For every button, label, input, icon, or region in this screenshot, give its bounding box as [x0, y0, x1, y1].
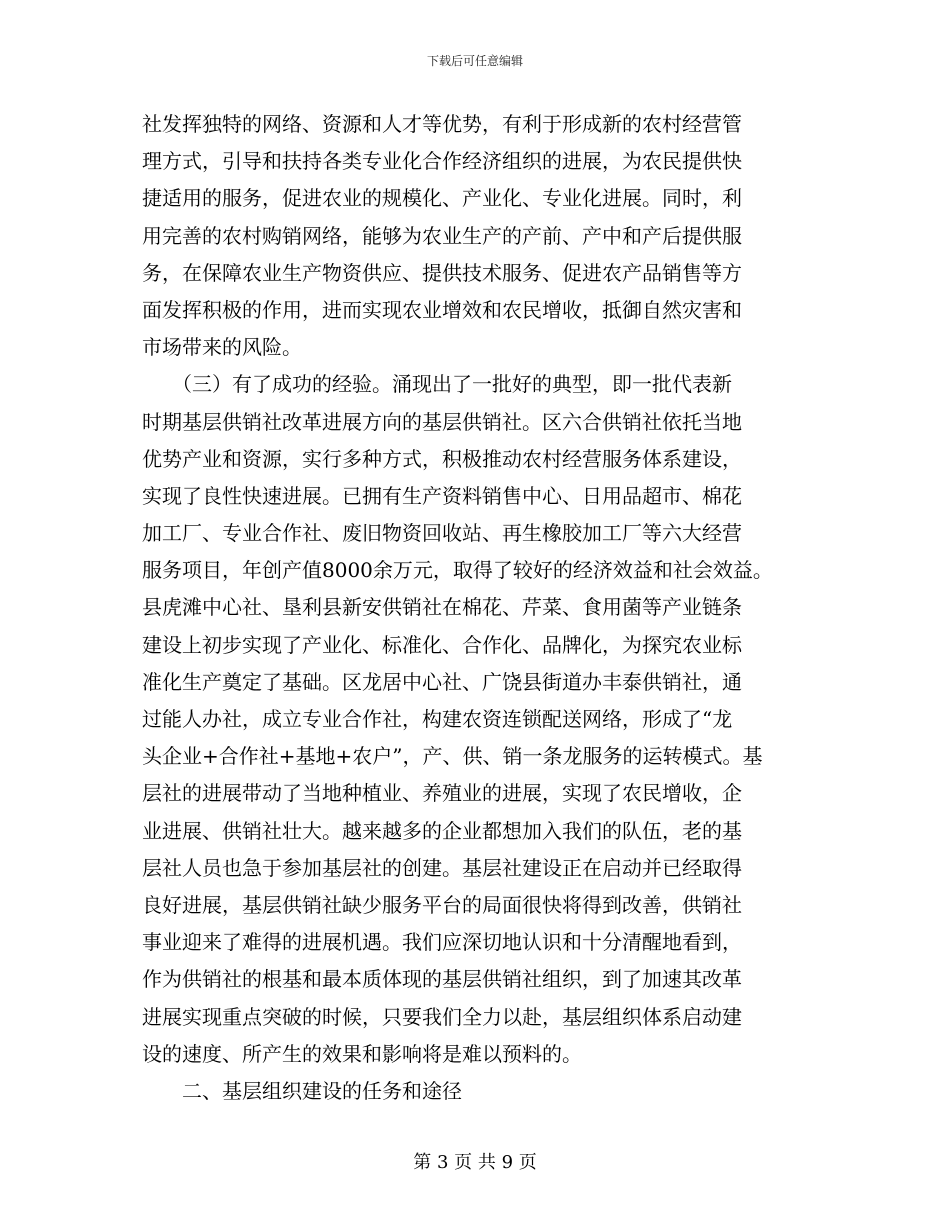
text-line: 作为供销社的根基和最本质体现的基层供销社组织，到了加速其改革 — [142, 967, 742, 992]
text-line: 理方式，引导和扶持各类专业化合作经济组织的进展，为农民提供快 — [142, 149, 742, 174]
document-body — [142, 106, 808, 1110]
text-line: 建设上初步实现了产业化、标准化、合作化、品牌化，为探究农业标 — [142, 632, 742, 657]
text-line: 服务项目，年创产值8000余万元，取得了较好的经济效益和社会效益。 — [142, 558, 773, 583]
text-line: 良好进展，基层供销社缺少服务平台的局面很快将得到改善，供销社 — [142, 892, 742, 917]
text-line: 务，在保障农业生产物资供应、提供技术服务、促进农产品销售等方 — [142, 260, 742, 285]
text-line: 设的速度、所产生的效果和影响将是难以预料的。 — [142, 1041, 582, 1066]
text-line: 市场带来的风险。 — [142, 335, 302, 360]
text-line: 用完善的农村购销网络，能够为农业生产的产前、产中和产后提供服 — [142, 223, 742, 248]
text-line: 实现了良性快速进展。已拥有生产资料销售中心、日用品超市、棉花 — [142, 483, 742, 508]
text-line: 加工厂、专业合作社、废旧物资回收站、再生橡胶加工厂等六大经营 — [142, 521, 742, 546]
text-line: 时期基层供销社改革进展方向的基层供销社。区六合供销社依托当地 — [142, 409, 742, 434]
page-number: 第 3 页 共 9 页 — [413, 1152, 537, 1173]
text-line: 捷适用的服务，促进农业的规模化、产业化、专业化进展。同时，利 — [142, 186, 742, 211]
text-line: （三）有了成功的经验。涌现出了一批好的典型，即一批代表新 — [142, 372, 732, 397]
text-line: 面发挥积极的作用，进而实现农业增效和农民增收，抵御自然灾害和 — [142, 297, 742, 322]
text-line: 头企业+合作社+基地+农户”，产、供、销一条龙服务的运转模式。基 — [142, 744, 763, 769]
text-line: 事业迎来了难得的进展机遇。我们应深切地认识和十分清醒地看到， — [142, 930, 742, 955]
text-line: 优势产业和资源，实行多种方式，积极推动农村经营服务体系建设， — [142, 446, 742, 471]
text-line: 社发挥独特的网络、资源和人才等优势，有利于形成新的农村经营管 — [142, 112, 742, 136]
text-line: 层社的进展带动了当地种植业、养殖业的进展，实现了农民增收，企 — [142, 781, 742, 806]
text-line: 准化生产奠定了基础。区龙居中心社、广饶县街道办丰泰供销社，通 — [142, 669, 742, 694]
text-line: 过能人办社，成立专业合作社，构建农资连锁配送网络，形成了“龙 — [142, 707, 733, 731]
text-line: 业进展、供销社壮大。越来越多的企业都想加入我们的队伍，老的基 — [142, 818, 742, 843]
page-header: 下载后可任意编辑 — [426, 54, 523, 68]
text-line: 层社人员也急于参加基层社的创建。基层社建设正在启动并已经取得 — [142, 855, 742, 880]
section-heading: 二、基层组织建设的任务和途径 — [142, 1078, 462, 1103]
text-line: 进展实现重点突破的时候，只要我们全力以赴，基层组织体系启动建 — [142, 1004, 742, 1029]
text-line: 县虎滩中心社、垦利县新安供销社在棉花、芹菜、食用菌等产业链条 — [142, 595, 742, 620]
